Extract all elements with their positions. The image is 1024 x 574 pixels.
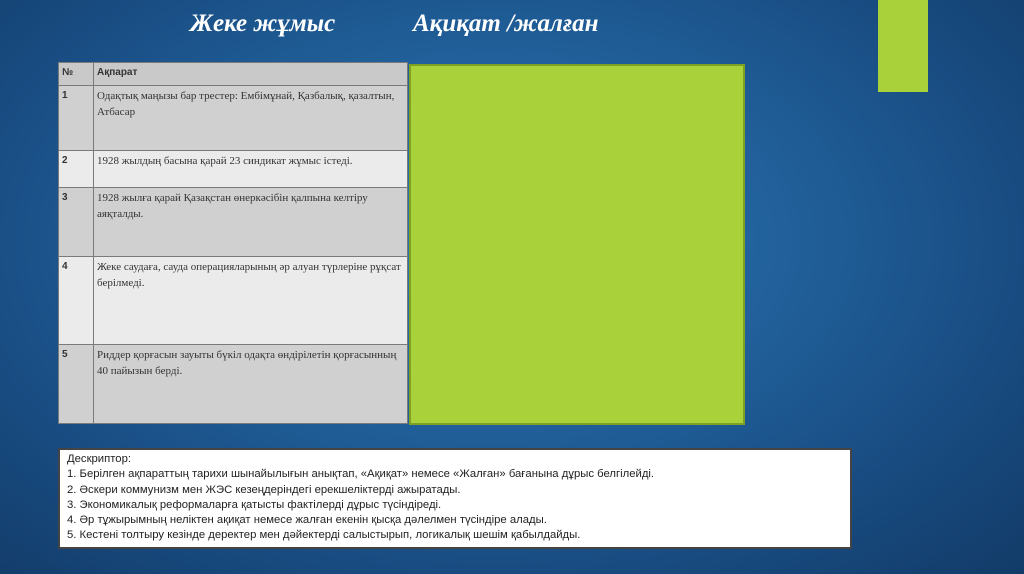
title-true-false: Ақиқат /жалған [413,10,599,37]
descriptor-item: 2. Әскери коммунизм мен ЖЭС кезеңдеріндегі ерекшеліктерді ажыратады. [67,483,461,496]
row-number: 5 [59,345,94,424]
descriptor-item: 5. Кестені толтыру кезінде деректер мен дәйектерді салыстырып, логикалық шешім қабылдайды. [67,529,581,542]
table-row [59,150,408,187]
descriptor-item: 3. Экономикалық реформаларға қатысты фактілерді дұрыс түсіндіреді. [67,498,442,511]
info-table [58,62,408,424]
descriptor-heading: Дескриптор: [67,453,131,465]
table-row [59,188,408,257]
row-text: Жеке саудаға, сауда операцияларының әр алуан түрлеріне рұқсат берілмеді. [94,257,408,345]
table-header-row [59,63,408,86]
descriptor-item: 4. Әр тұжырымның неліктен ақиқат немесе жалған екенін қысқа дәлелмен түсіндіре алады. [67,514,547,527]
descriptor-item: 1. Берілген ақпараттың тарихи шынайылығын анықтап, «Ақиқат» немесе «Жалған» бағанына дұрыс белгілейді. [67,468,655,481]
table-row [59,345,408,424]
table-row [59,257,408,345]
descriptor-box [58,448,852,549]
row-number: 4 [59,257,94,345]
row-text: 1928 жылға қарай Қазақстан өнеркәсібін қалпына келтіру аяқталды. [94,188,408,257]
row-text: 1928 жылдың басына қарай 23 синдикат жұмыс істеді. [94,150,408,187]
table-row [59,86,408,151]
row-text: Одақтық маңызы бар трестер: Ембімұнай, Қазбалық, қазалтын, Атбасар [94,86,408,151]
row-number: 1 [59,86,94,151]
header-number: № [59,63,94,86]
slide-title [0,10,1024,50]
row-number: 3 [59,188,94,257]
row-text: Риддер қорғасын зауыты бүкіл одақта өндірілетін қорғасынның 40 пайызын берді. [94,345,408,424]
answer-area [409,64,745,425]
row-number: 2 [59,150,94,187]
title-individual-work: Жеке жұмыс [190,10,336,37]
header-info: Ақпарат [94,63,408,86]
